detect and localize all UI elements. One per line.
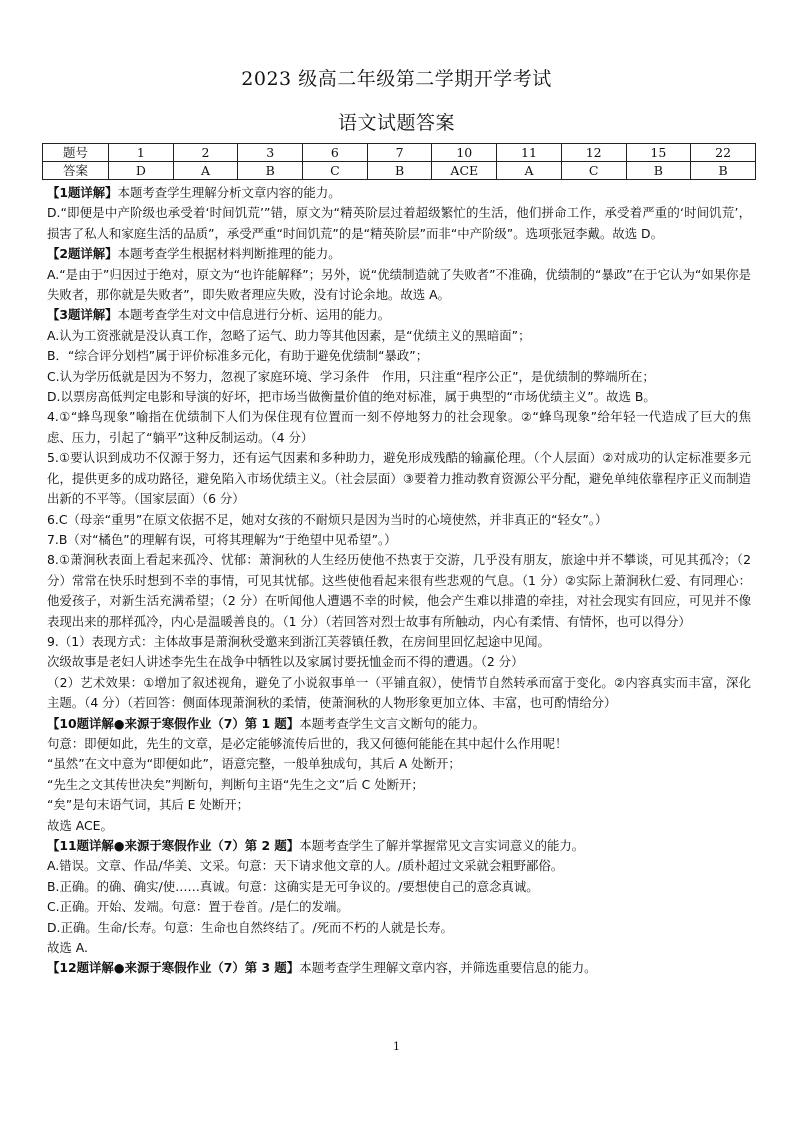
explanation-paragraph xyxy=(47,652,751,672)
question-row-label: 题号 xyxy=(43,144,109,162)
explanation-paragraph xyxy=(47,448,751,509)
explanation-text: 故选 ACE。 xyxy=(47,817,113,833)
question-number-cell: 7 xyxy=(367,144,432,162)
explanation-paragraph xyxy=(47,897,751,917)
explanation-text: 7.B（对“橘色”的理解有误，可将其理解为“于绝望中见希望”。） xyxy=(47,531,397,547)
answer-cell: ACE xyxy=(432,162,497,180)
explanation-text: 次级故事是老妇人讲述李先生在战争中牺牲以及家属讨要抚恤金而不得的遭遇。（2 分） xyxy=(47,654,524,670)
explanation-text: 本题考查学生对文中信息进行分析、运用的能力。 xyxy=(117,307,391,323)
answer-cell: C xyxy=(561,162,626,180)
explanation-paragraph xyxy=(47,775,751,795)
question-number-row xyxy=(43,144,756,162)
explanation-paragraph xyxy=(47,754,751,774)
explanation-text: B．“综合评分划档”属于评价标准多元化，有助于避免优绩制“暴政”； xyxy=(47,348,429,364)
explanation-text: A.“是由于”归因过于绝对，原文为“也许能解释”；另外，说“优绩制造就了失败者”不准确，优绩制的“暴政”在于它认为“如果你是失败者，那你就是失败者”，即失败者理应失败，没有讨论余地。故选 A。 xyxy=(47,266,751,303)
explanation-text: 本题考查学生了解并掌握常见文言实词意义的能力。 xyxy=(299,838,585,853)
question-number-cell: 12 xyxy=(561,144,626,162)
question-number-cell: 1 xyxy=(109,144,174,162)
answer-row-label: 答案 xyxy=(43,162,109,180)
explanation-paragraph xyxy=(47,673,751,714)
explanation-paragraph xyxy=(47,530,751,550)
question-detail-heading: 【10题详解●来源于寒假作业（7）第 1 题】 xyxy=(47,715,300,731)
question-number-cell: 2 xyxy=(173,144,238,162)
answer-cell: D xyxy=(109,162,174,180)
explanation-paragraph xyxy=(47,367,751,387)
question-detail-heading: 【2题详解】 xyxy=(47,246,118,262)
explanation-text: B.正确。的确、确实/使……真诚。句意：这确实是无可争议的。/要想使自己的意念真诚。 xyxy=(47,878,539,894)
explanation-paragraph xyxy=(47,918,751,938)
answer-cell: C xyxy=(303,162,368,180)
exam-subtitle: 语文试题答案 xyxy=(337,112,455,134)
question-number-cell: 11 xyxy=(497,144,562,162)
explanation-text: C.认为学历低就是因为不努力，忽视了家庭环境、学习条件 作用，只注重“程序公正”，是优绩制的弊端所在； xyxy=(47,368,655,384)
explanation-text: 9.（1）表现方式：主体故事是萧涧秋受邀来到浙江芙蓉镇任教，在房间里回忆起途中见闻。 xyxy=(47,633,550,649)
explanation-text: A.错误。文章、作品/华美、文采。句意：天下请求他文章的人。/质朴超过文采就会粗野鄙俗。 xyxy=(47,858,564,874)
question-number-cell: 10 xyxy=(432,144,497,162)
explanation-paragraph xyxy=(47,734,751,754)
question-detail-heading: 【11题详解●来源于寒假作业（7）第 2 题】 xyxy=(47,838,300,853)
question-number-cell: 22 xyxy=(691,144,756,162)
explanation-paragraph xyxy=(47,203,751,244)
explanation-paragraph xyxy=(47,958,751,978)
explanation-paragraph xyxy=(47,816,751,836)
answer-cell: B xyxy=(367,162,432,180)
explanation-paragraph xyxy=(47,305,751,325)
question-number-cell: 15 xyxy=(626,144,691,162)
explanation-text: “先生之文其传世决矣”判断句，判断句主语“先生之文”后 C 处断开； xyxy=(47,776,424,792)
explanation-paragraph xyxy=(47,183,751,203)
answer-cell: A xyxy=(173,162,238,180)
explanation-paragraph xyxy=(47,346,751,366)
exam-title: 2023 级高二年级第二学期开学考试 xyxy=(241,68,552,90)
answer-cell: A xyxy=(497,162,562,180)
question-detail-heading: 【1题详解】 xyxy=(47,185,118,200)
explanation-paragraph xyxy=(47,856,751,876)
explanation-text: 本题考查学生理解分析文章内容的能力。 xyxy=(117,185,341,200)
explanation-text: “虽然”在文中意为“即便如此”，语意完整，一般单独成句，其后 A 处断开； xyxy=(47,756,461,772)
explanation-text: 本题考查学生理解文章内容，并筛选重要信息的能力。 xyxy=(299,960,597,976)
explanation-paragraph xyxy=(47,836,751,856)
answer-cell: B xyxy=(238,162,303,180)
question-detail-heading: 【3题详解】 xyxy=(47,307,118,323)
answer-cell: B xyxy=(626,162,691,180)
question-number-cell: 6 xyxy=(303,144,368,162)
explanation-text: C.正确。开始、发端。句意：置于卷首。/是仁的发端。 xyxy=(47,899,349,915)
explanation-text: A.认为工资涨就是没认真工作，忽略了运气、助力等其他因素，是“优绩主义的黑暗面”； xyxy=(47,327,531,343)
explanation-text: D.以票房高低判定电影和导演的好坏，把市场当做衡量价值的绝对标准，属于典型的“市场优绩主义”。故选 B。 xyxy=(47,389,656,405)
explanation-text: 句意：即便如此，先生的文章，是必定能够流传后世的，我又何德何能能在其中起什么作用呢！ xyxy=(47,735,568,751)
explanation-paragraph xyxy=(47,938,751,958)
explanation-text: 8.①萧涧秋表面上看起来孤冷、忧郁：萧涧秋的人生经历使他不热衷于交游，几乎没有朋友，旅途中并不攀谈，可见其孤冷；（2 分）常常在快乐时想到不幸的事情，可见其忧郁。这些使他看起来很有些悲观的气息。（1 分）②实际上萧涧秋仁爱、有同理心：他爱孩子，对新生活充满希望；（2 分）在听闻他人遭遇不幸的时候，他会产生难以排遣的牵挂，对社会现实有回应，可见并不像表现出来的那样孤冷，内心是温暖善良的。（1 分）（若回答对烈士故事有所触动，内心有柔情、有情怀，也可以得分） xyxy=(47,552,751,629)
explanation-paragraph xyxy=(47,244,751,264)
explanation-text: 4.①“蜂鸟现象”喻指在优绩制下人们为保住现有位置而一刻不停地努力的社会现象。②“蜂鸟现象”给年轻一代造成了巨大的焦虑、压力，引起了“躺平”这种反制运动。（4 分） xyxy=(47,409,751,445)
explanation-text: 5.①要认识到成功不仅源于努力，还有运气因素和多种助力，避免形成残酷的输赢伦理。（个人层面）②对成功的认定标准要多元化，提供更多的成功路径，避免陷入市场优绩主义。（社会层面）③要着力推动教育资源公平分配，避免单纯依靠程序正义而制造出新的不平等。（国家层面）（6 分） xyxy=(47,450,751,507)
answer-explanations xyxy=(47,183,751,979)
explanation-paragraph xyxy=(47,795,751,815)
explanation-text: D.正确。生命/长寿。句意：生命也自然终结了。/死而不朽的人就是长寿。 xyxy=(47,919,453,935)
explanation-paragraph xyxy=(47,714,751,734)
page-number: 1 xyxy=(393,1040,400,1053)
explanation-text: 6.C（母亲“重男”在原文依据不足，她对女孩的不耐烦只是因为当时的心境使然，并非真正的“轻女”。） xyxy=(47,511,608,527)
explanation-paragraph xyxy=(47,387,751,407)
question-number-cell: 3 xyxy=(238,144,303,162)
explanation-paragraph xyxy=(47,550,751,632)
answer-table xyxy=(42,143,756,180)
explanation-paragraph xyxy=(47,877,751,897)
explanation-text: 本题考查学生根据材料判断推理的能力。 xyxy=(117,246,341,262)
answer-row xyxy=(43,162,756,180)
explanation-text: D.“即便是中产阶级也承受着‘时间饥荒’”错，原文为“精英阶层过着超级繁忙的生活，他们拼命工作，承受着严重的‘时间饥荒’，损害了私人和家庭生活的品质”，承受严重“时间饥荒”的是“精英阶层”而非“中产阶级”。选项张冠李戴。故选 D。 xyxy=(47,205,751,241)
explanation-text: 故选 A. xyxy=(47,940,88,956)
explanation-text: 本题考查学生文言文断句的能力。 xyxy=(299,715,486,731)
answer-cell: B xyxy=(691,162,756,180)
explanation-paragraph xyxy=(47,632,751,652)
explanation-paragraph xyxy=(47,510,751,530)
explanation-paragraph xyxy=(47,265,751,306)
explanation-paragraph xyxy=(47,407,751,448)
explanation-text: （2）艺术效果：①增加了叙述视角，避免了小说叙事单一（平铺直叙），使情节自然转承而富于变化。②内容真实而丰富，深化主题。（4 分）（若回答：侧面体现萧涧秋的柔情，使萧涧秋的人物形象更加立体、丰富，也可酌情给分） xyxy=(47,674,751,711)
explanation-text: “矣”是句末语气词，其后 E 处断开； xyxy=(47,797,250,813)
explanation-paragraph xyxy=(47,326,751,346)
question-detail-heading: 【12题详解●来源于寒假作业（7）第 3 题】 xyxy=(47,960,300,976)
